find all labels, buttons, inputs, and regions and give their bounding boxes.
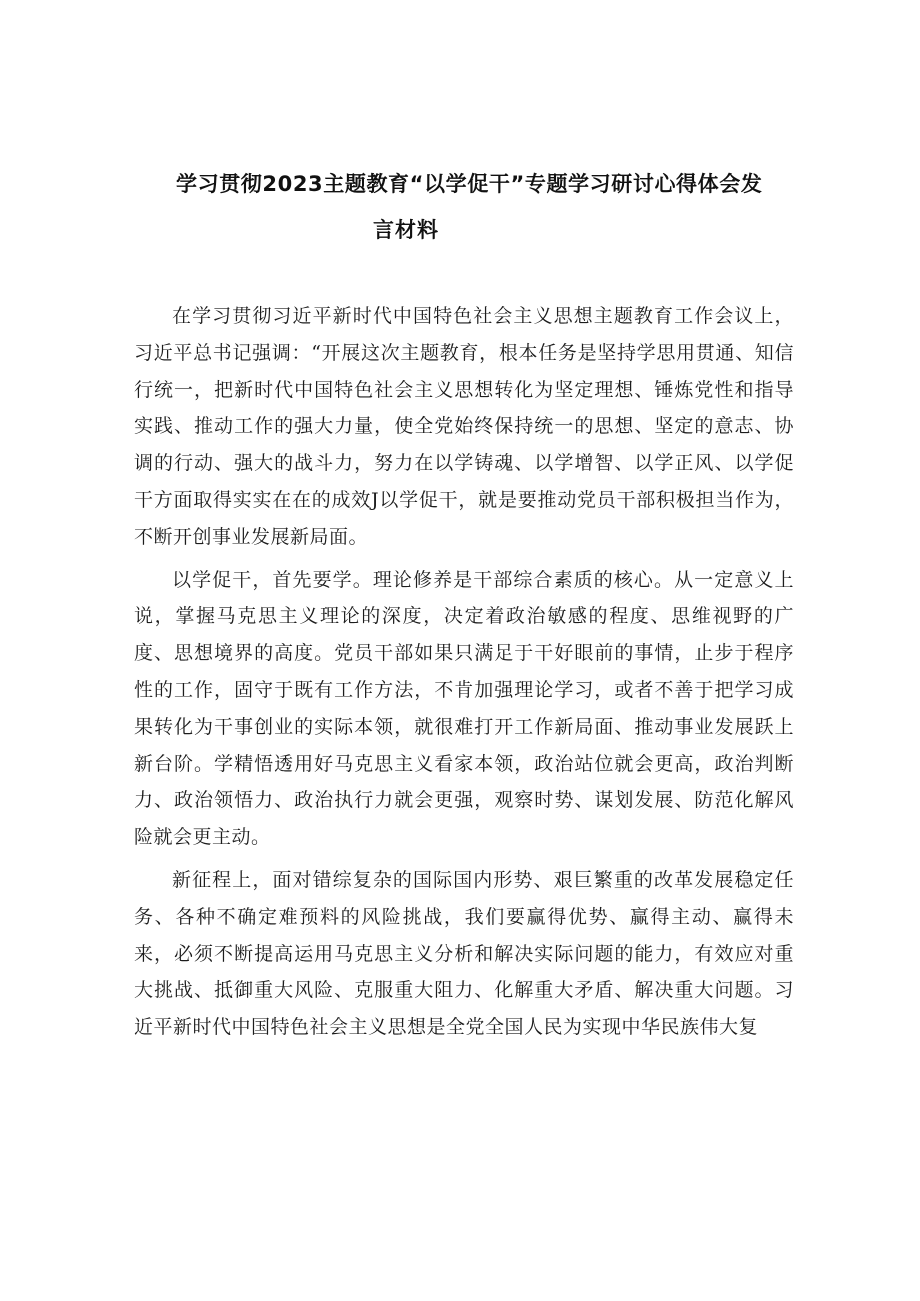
paragraph-2: 以学促干，首先要学。理论修养是干部综合素质的核心。从一定意义上说，掌握马克思主义理论的深度，决定着政治敏感的程度、思维视野的广度、思想境界的高度。党员干部如果只满足于干好眼前的事情，止步于程序性的工作，固守于既有工作方法，不肯加强理论学习，或者不善于把学习成果转化为干事创业的实际本领，就很难打开工作新局面、推动事业发展跃上新台阶。学精悟透用好马克思主义看家本领，政治站位就会更高，政治判断力、政治领悟力、政治执行力就会更强，观察时势、谋划发展、防范化解风险就会更主动。	[134, 568, 794, 849]
title-line-2: 言材料	[373, 218, 439, 242]
paragraph-1: 在学习贯彻习近平新时代中国特色社会主义思想主题教育工作会议上，习近平总书记强调：“开展这次主题教育，根本任务是坚持学思用贯通、知信行统一，把新时代中国特色社会主义思想转化为坚定理想、锤炼党性和指导实践、推动工作的强大力量，使全党始终保持统一的思想、坚定的意志、协调的行动、强大的战斗力，努力在以学铸魂、以学增智、以学正风、以学促干方面取得实实在在的成效J以学促干，就是要推动党员干部积极担当作为，不断开创事业发展新局面。	[134, 305, 794, 548]
document-body	[134, 298, 794, 1046]
title-line-1: 学习贯彻2023主题教育“以学促干”专题学习研讨心得体会发	[176, 172, 763, 196]
paragraph-3: 新征程上，面对错综复杂的国际国内形势、艰巨繁重的改革发展稳定任务、各种不确定难预料的风险挑战，我们要赢得优势、赢得主动、赢得未来，必须不断提高运用马克思主义分析和解决实际问题的能力，有效应对重大挑战、抵御重大风险、克服重大阻力、化解重大矛盾、解决重大问题。习近平新时代中国特色社会主义思想是全党全国人民为实现中华民族伟大复	[134, 868, 794, 1039]
